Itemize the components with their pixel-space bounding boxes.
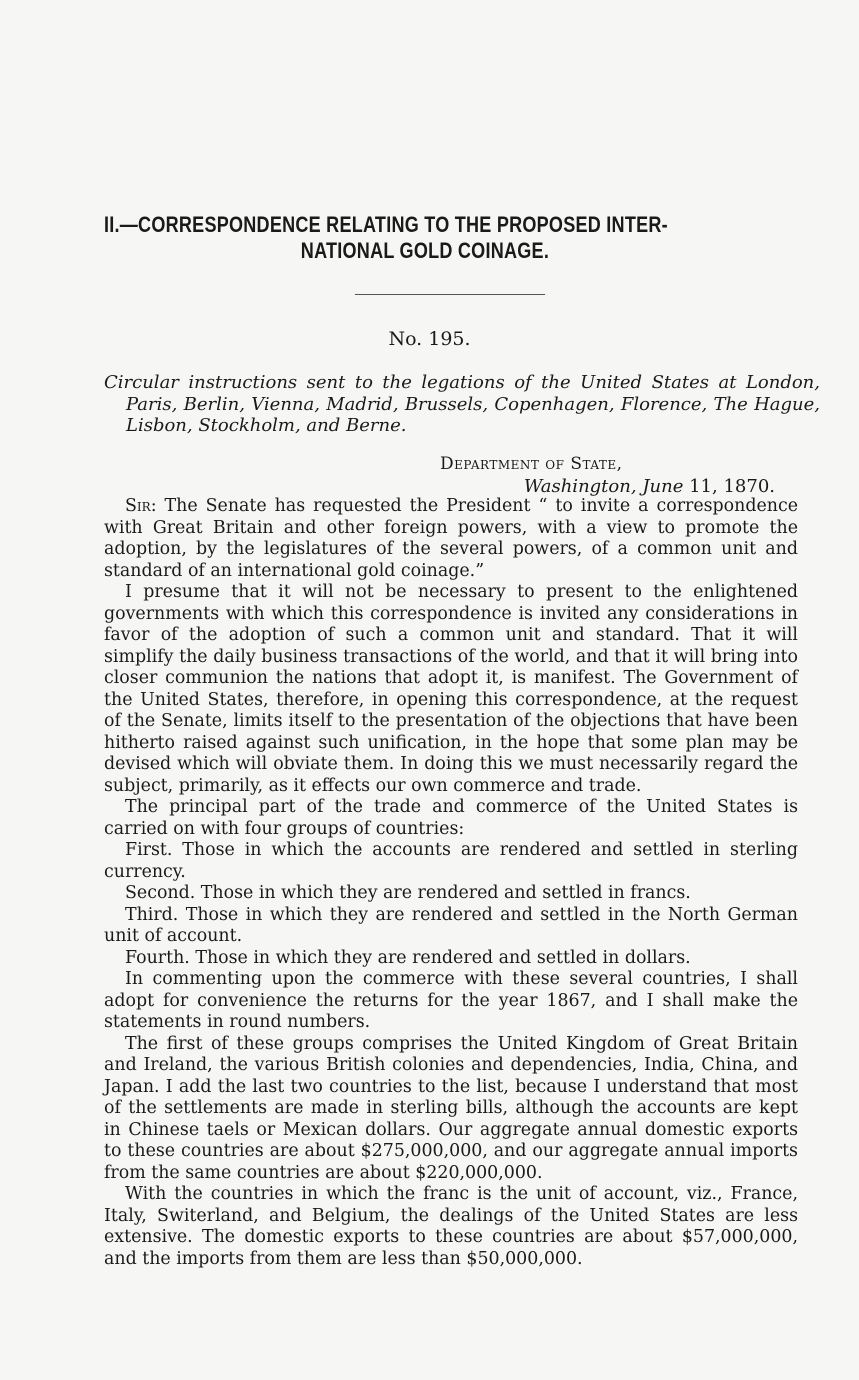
section-heading: [104, 212, 801, 264]
heading-line-2: NATIONAL GOLD COINAGE.: [300, 238, 550, 263]
paragraph: With the countries in which the franc is the unit of account, viz., France, Italy, Switerland, and Belgium, the dealings of the United States are less extensive. The domestic exports to these countries are about $57,000,000, and the imports from them are less than $50,000,000.: [104, 1184, 798, 1269]
paragraph: [104, 496, 798, 582]
department-name: Department of State,: [440, 454, 623, 474]
paragraph: The principal part of the trade and commerce of the United States is carried on with four groups of countries:: [104, 797, 798, 839]
dateline-month: June: [642, 476, 684, 497]
heading-line-1: II.—CORRESPONDENCE RELATING TO THE PROPOSED INTER-: [104, 212, 668, 237]
dateline-place: Washington,: [523, 476, 637, 497]
paragraph: I presume that it will not be necessary to present to the enlightened governments with which this correspondence is invited any considerations in favor of the adoption of such a common unit and standard. That it will simplify the daily business transactions of the world, and that it will bring into closer communion the nations that adopt it, is manifest. The Government of the United States, therefore, in opening this correspondence, at the request of the Senate, limits itself to the presentation of the objections that have been hitherto raised against such unification, in the hope that some plan may be devised which will obviate them. In doing this we must necessarily regard the subject, primarily, as it effects our own commerce and trade.: [104, 582, 798, 796]
dateline-date: 11, 1870.: [689, 476, 775, 497]
paragraph: First. Those in which the accounts are rendered and settled in sterling currency.: [104, 840, 798, 882]
paragraph: Third. Those in which they are rendered and settled in the North German unit of account.: [104, 904, 798, 946]
letter-body: [104, 496, 798, 1270]
paragraph: Second. Those in which they are rendered and settled in francs.: [125, 883, 691, 903]
paragraph: Fourth. Those in which they are rendered and settled in dollars.: [125, 947, 691, 968]
paragraph: The first of these groups comprises the United Kingdom of Great Britain and Ireland, the various British colonies and dependencies, India, China, and Japan. I add the last two countries to the list, because I understand that most of the settlements are made in sterling bills, although the accounts are kept in Chinese taels or Mexican dollars. Our aggregate annual domestic exports to these countries are about $275,000,000, and our aggregate annual imports from the same countries are about $220,000,000.: [104, 1033, 798, 1183]
dateline: [524, 476, 775, 497]
salutation: Sir:: [125, 496, 157, 516]
paragraph-text: The Senate has requested the President “ to invite a correspondence with Great Britain and other foreign powers, with a view to promote the adoption, by the legislatures of the several powers, of a common unit and standard of an international gold coinage.”: [104, 496, 799, 581]
intro-caption: Circular instructions sent to the legations of the United States at London, Paris, Berlin, Vienna, Madrid, Brussels, Copenhagen, Florence, The Hague, Lisbon, Stockholm, and Berne.: [104, 372, 820, 436]
document-number: No. 195.: [388, 328, 471, 350]
divider-rule: [355, 294, 545, 295]
paragraph: In commenting upon the commerce with these several countries, I shall adopt for convenience the returns for the year 1867, and I shall make the statements in round numbers.: [104, 969, 798, 1032]
